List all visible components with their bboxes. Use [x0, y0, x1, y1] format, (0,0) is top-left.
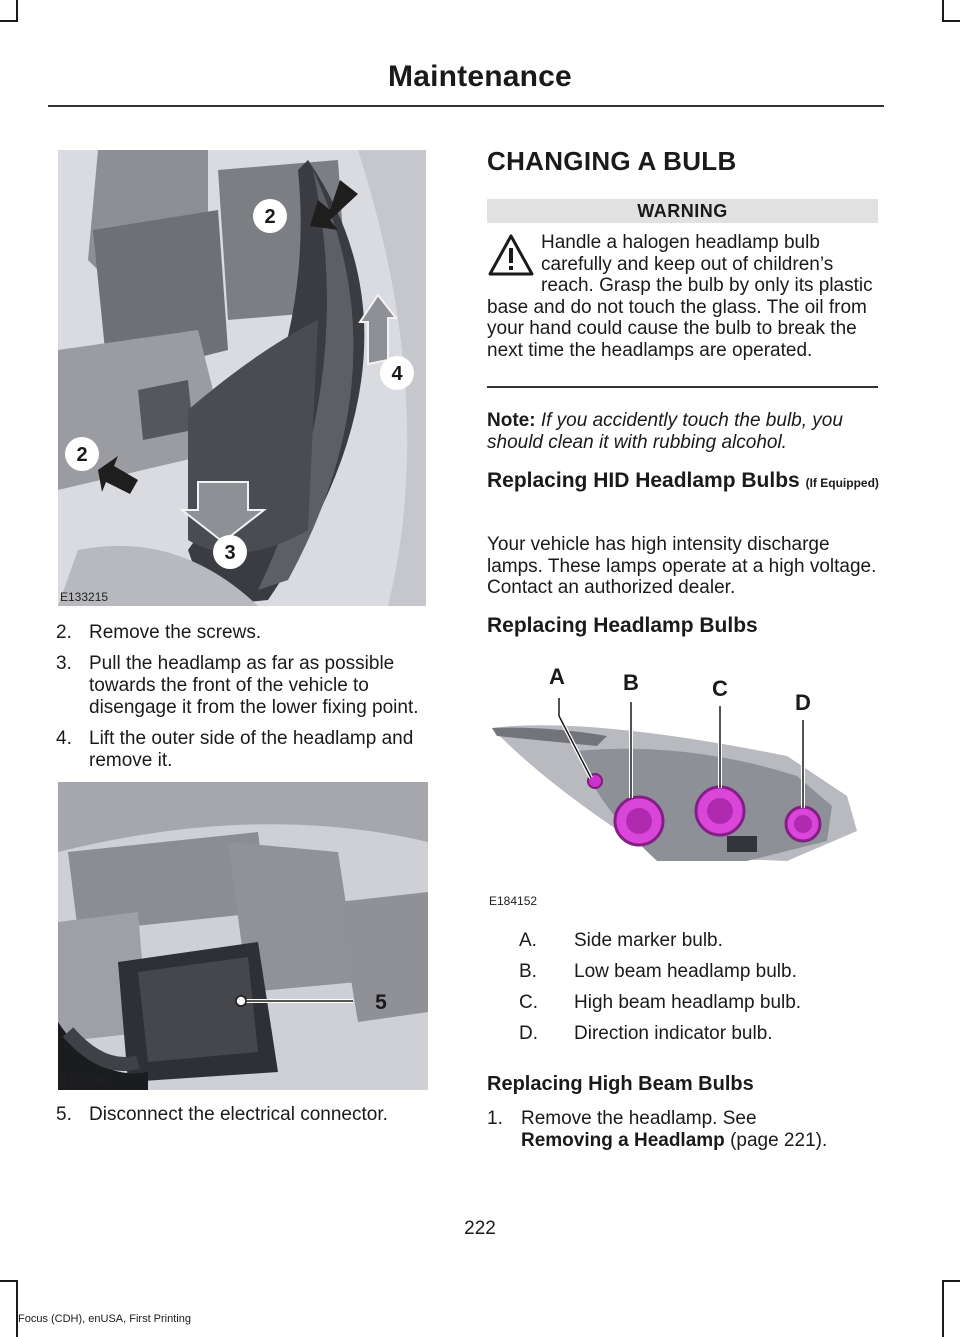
crop-mark: [942, 0, 944, 22]
section-title: CHANGING A BULB: [487, 146, 737, 176]
callout-2-top: [253, 199, 287, 233]
label-c: C: [712, 676, 728, 701]
figure-code: E184152: [489, 894, 538, 908]
callout-4: [380, 356, 414, 390]
hid-text: Your vehicle has high intensity discharge lamps. These lamps operate at a high voltage. Contact an authorized dealer.: [487, 534, 877, 598]
callout-2-bottom: [65, 437, 99, 471]
high-beam-heading: Replacing High Beam Bulbs: [487, 1073, 754, 1095]
figure-code: E133750: [60, 1074, 109, 1088]
warning-label: WARNING: [487, 199, 878, 223]
svg-text:4: 4: [391, 363, 403, 385]
crop-mark: [0, 20, 18, 22]
footer-text: Focus (CDH), enUSA, First Printing: [18, 1313, 191, 1325]
crop-mark: [942, 1280, 960, 1282]
crop-mark: [16, 1280, 18, 1337]
svg-text:3: 3: [224, 542, 236, 564]
callout-5: 5: [375, 991, 387, 1014]
high-beam-step: 1. Remove the headlamp. See Removing a Headlamp (page 221).: [487, 1108, 828, 1151]
warning-text: Handle a halogen headlamp bulb carefully and keep out of children’s reach. Grasp the bulb by only its plastic base and do not touch the glass. The oil from your hand could cause the bulb to break the next time the headlamps are operated.: [487, 232, 873, 361]
step-five: [56, 1104, 448, 1135]
page-number: 222: [464, 1218, 496, 1239]
header-divider: [48, 105, 884, 107]
warning-divider: [487, 386, 878, 388]
crop-mark: [0, 1280, 18, 1282]
svg-text:2: 2: [264, 206, 276, 228]
callout-3: [213, 535, 247, 569]
list-item: 4. Lift the outer side of the headlamp and remove it.: [56, 728, 414, 771]
removing-headlamp-link[interactable]: Removing a Headlamp: [521, 1129, 725, 1151]
list-item: 5. Disconnect the electrical connector.: [56, 1104, 388, 1125]
label-d: D: [795, 690, 811, 715]
figure-electrical-connector: [58, 782, 428, 1090]
figure-code: E133215: [60, 590, 109, 604]
label-b: B: [623, 670, 639, 695]
crop-mark: [942, 20, 960, 22]
note: Note: If you accidently touch the bulb, you should clean it with rubbing alcohol.: [487, 410, 843, 453]
removal-steps: [56, 622, 448, 781]
headlamp-heading: Replacing Headlamp Bulbs: [487, 614, 758, 637]
figure-headlamp-bulbs: [487, 656, 879, 910]
svg-text:2: 2: [76, 444, 88, 466]
page-title: Maintenance: [388, 60, 572, 93]
hid-heading: Replacing HID Headlamp Bulbs (If Equipped): [487, 469, 879, 492]
figure-headlamp-removal: [58, 150, 426, 606]
crop-mark: [942, 1280, 944, 1337]
warning-triangle-icon: [487, 232, 535, 280]
label-a: A: [549, 664, 565, 689]
list-item: 3. Pull the headlamp as far as possible towards the front of the vehicle to disengage it from the lower fixing point.: [56, 653, 419, 718]
list-item: 2. Remove the screws.: [56, 622, 262, 643]
crop-mark: [16, 0, 18, 22]
